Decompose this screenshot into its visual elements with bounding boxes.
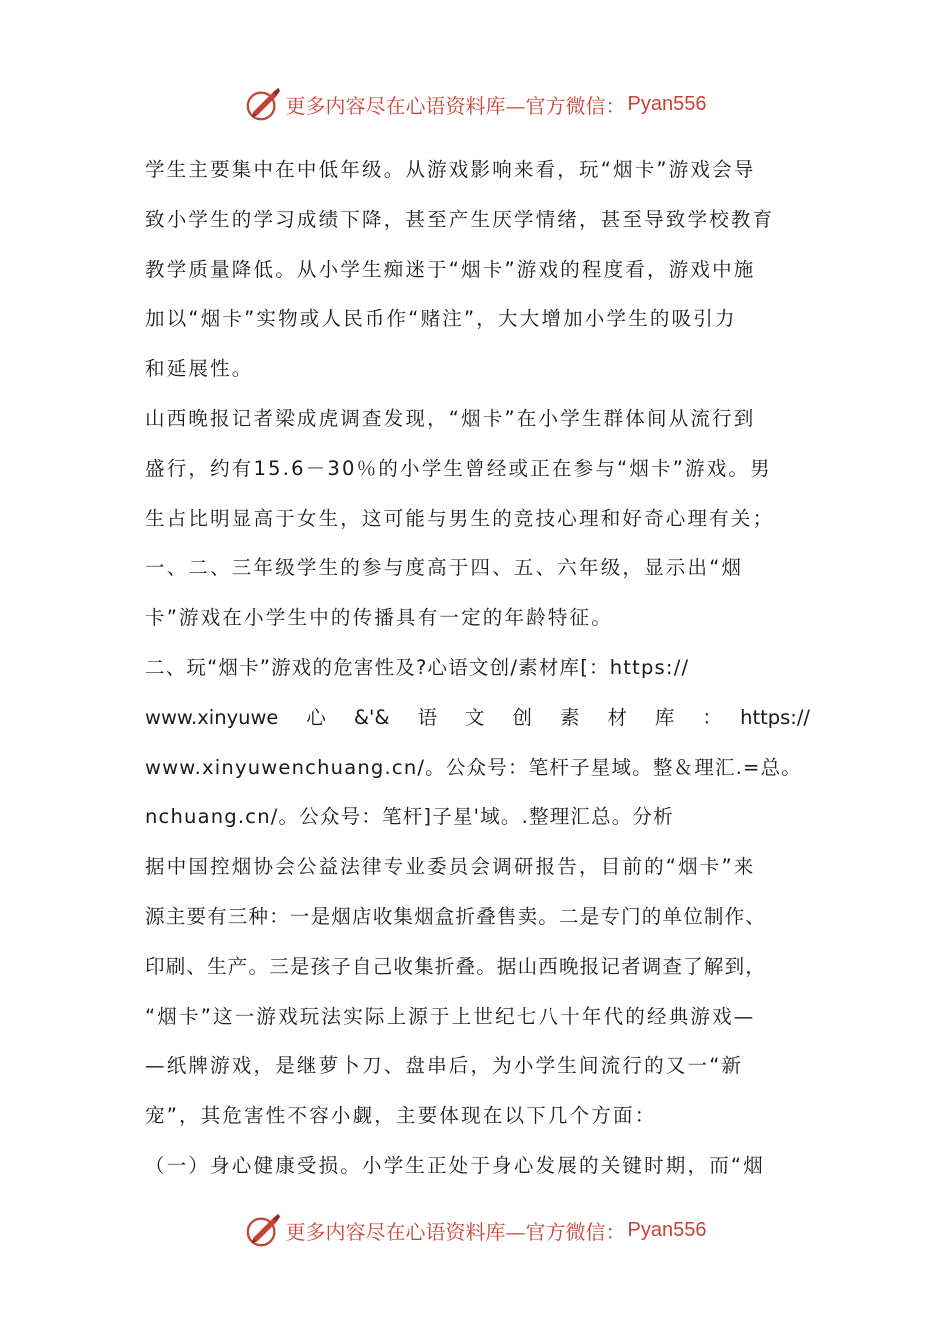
text-line: www.xinyuwe 心 &'& 语 文 创 素 材 库 ： https:// [145,705,810,729]
text-line: “烟卡”这一游戏玩法实际上源于上世纪七八十年代的经典游戏— [145,1004,756,1028]
text-line: nchuang.cn/。公众号：笔杆]子星'域。.整理汇总。分析 [145,805,674,829]
wechat-id: Pyan556 [627,92,707,115]
text-line: 生占比明显高于女生，这可能与男生的竞技心理和好奇心理有关； [145,506,775,530]
text-line: 印刷、生产。三是孩子自己收集折叠。据山西晚报记者调查了解到， [145,954,767,978]
text-line: 致小学生的学习成绩下降，甚至产生厌学情绪，甚至导致学校教育 [145,207,775,231]
text-line: 卡”游戏在小学生中的传播具有一定的年龄特征。 [145,606,614,630]
text-line: 和延展性。 [145,357,254,381]
footer-banner [0,1208,950,1252]
text-line: 据中国控烟协会公益法律专业委员会调研报告，目前的“烟卡”来 [145,855,756,879]
text-line: 源主要有三种：一是烟店收集烟盒折叠售卖。二是专门的单位制作、 [145,904,767,928]
text-line: 山西晚报记者梁成虎调查发现，“烟卡”在小学生群体间从流行到 [145,406,756,430]
text-line: 教学质量降低。从小学生痴迷于“烟卡”游戏的程度看，游戏中施 [145,257,756,281]
text-line: 加以“烟卡”实物或人民币作“赌注”，大大增加小学生的吸引力 [145,307,737,331]
wechat-id: Pyan556 [627,1218,707,1241]
pen-logo-icon [244,1211,282,1249]
pen-logo-icon [244,85,282,123]
text-line: 一、二、三年级学生的参与度高于四、五、六年级，显示出“烟 [145,556,744,580]
header-banner [0,82,950,126]
text-line: —纸牌游戏，是继萝卜刀、盘串后，为小学生间流行的又一“新 [145,1054,744,1078]
text-line: 宠”，其危害性不容小觑，主要体现在以下几个方面： [145,1104,657,1128]
banner-text: 更多内容尽在心语资料库—官方微信： [285,1219,626,1244]
text-line: 学生主要集中在中低年级。从游戏影响来看，玩“烟卡”游戏会导 [145,158,756,181]
document-body [145,145,810,1191]
text-line: 二、玩“烟卡”游戏的危害性及?心语文创/素材库[：https:// [145,655,690,679]
banner-text: 更多内容尽在心语资料库—官方微信： [285,93,626,118]
text-line: （一）身心健康受损。小学生正处于身心发展的关键时期，而“烟 [145,1153,765,1177]
text-line: 盛行，约有15.6－30％的小学生曾经或正在参与“烟卡”游戏。男 [145,456,772,480]
text-line: www.xinyuwenchuang.cn/。公众号：笔杆子星域。整＆理汇.=总。 [145,755,802,779]
